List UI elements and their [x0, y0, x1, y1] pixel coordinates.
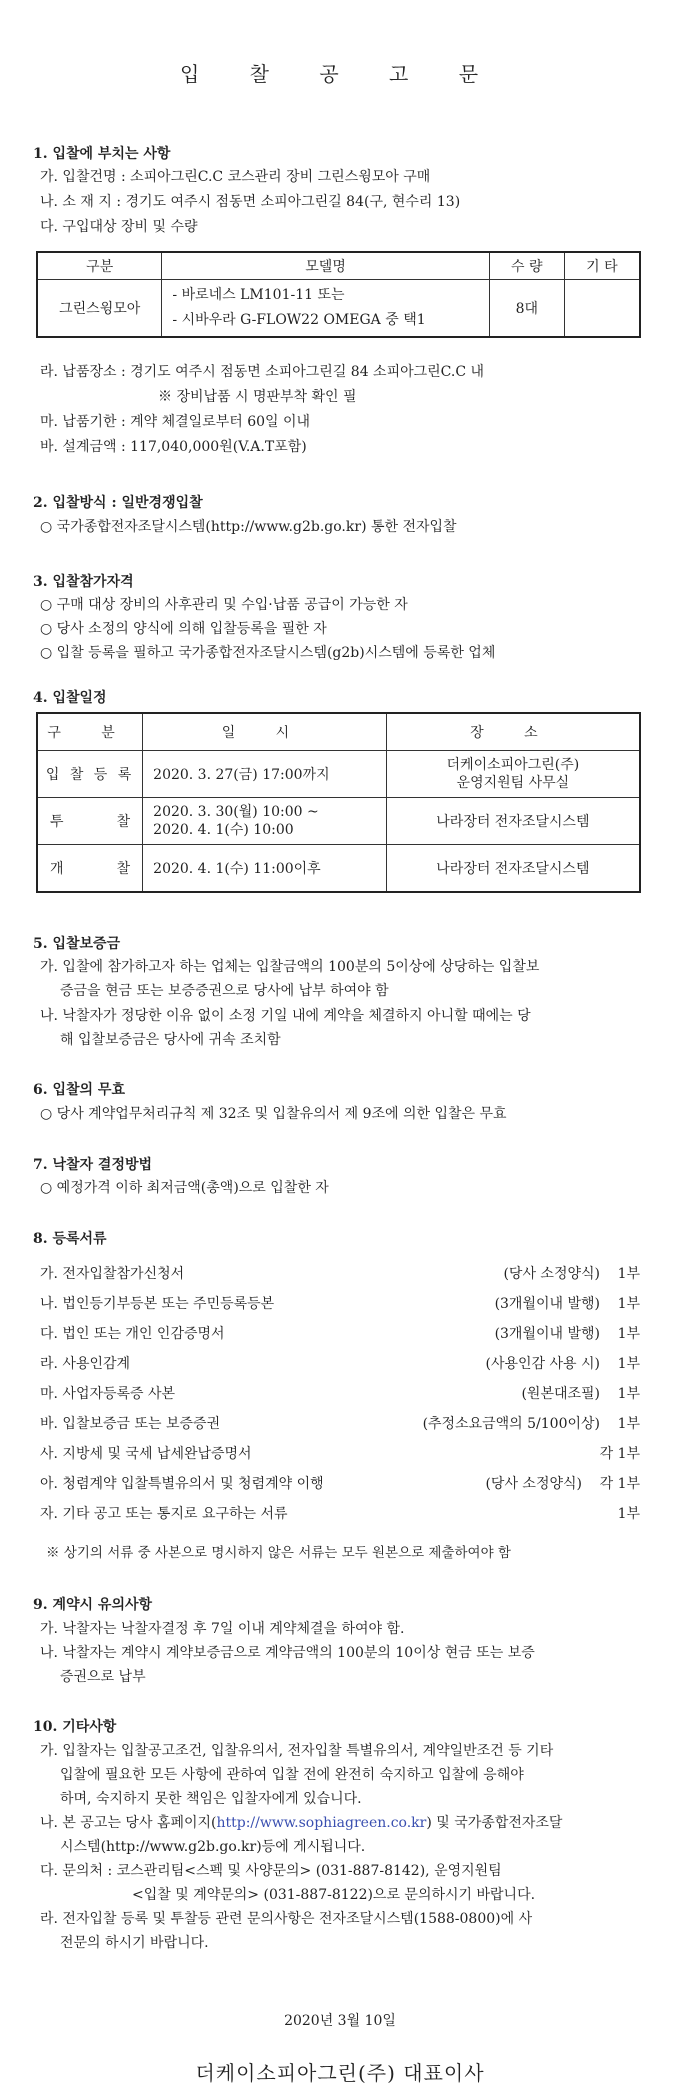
document-name: 사. 지방세 및 국세 납세완납증명서	[40, 1446, 252, 1462]
deposit-ga-line-2: 증금을 현금 또는 보증증권으로 당사에 납부 하여야 함	[60, 983, 389, 999]
schedule-label: 입 찰 등 록	[37, 751, 143, 798]
qualification-line-2: ○ 당사 소정의 양식에 의해 입찰등록을 필한 자	[40, 621, 327, 637]
section-8-heading: 8. 등록서류	[33, 1231, 107, 1247]
schedule-time	[143, 798, 387, 845]
documents-note: ※ 상기의 서류 중 사본으로 명시하지 않은 서류는 모두 원본으로 제출하여야 함	[46, 1545, 511, 1561]
schedule-table	[36, 712, 641, 893]
document-condition: (사용인감 사용 시)	[485, 1356, 600, 1372]
deposit-na-line-2: 해 입찰보증금은 당사에 귀속 조치함	[60, 1032, 281, 1048]
document-name: 마. 사업자등록증 사본	[40, 1386, 176, 1402]
winner-method-line: ○ 예정가격 이하 최저금액(총액)으로 입찰한 자	[40, 1180, 329, 1196]
contract-ga-line: 가. 낙찰자는 낙찰자결정 후 7일 이내 계약체결을 하여야 함.	[40, 1621, 405, 1637]
misc-na-line-1	[40, 1812, 562, 1832]
document-name: 나. 법인등기부등본 또는 주민등록등본	[40, 1296, 275, 1312]
item-ba-budget: 바. 설계금액 : 117,040,000원(V.A.T포함)	[40, 439, 307, 455]
cell-qty: 8대	[489, 280, 564, 338]
page-title: 입 찰 공 고 문	[179, 62, 501, 86]
misc-na-line-2: 시스템(http://www.g2b.go.kr)등에 게시됩니다.	[60, 1839, 366, 1855]
schedule-place	[386, 751, 640, 798]
schedule-header-place: 장 소	[386, 713, 640, 751]
document-condition: (3개월이내 발행)	[494, 1326, 600, 1342]
document-condition: (당사 소정양식)	[503, 1266, 600, 1282]
document-qty: 1부	[617, 1356, 640, 1372]
cell-etc	[564, 280, 640, 338]
delivery-note: ※ 장비납품 시 명판부착 확인 필	[158, 389, 357, 405]
section-7-heading: 7. 낙찰자 결정방법	[33, 1157, 153, 1173]
section-2-heading: 2. 입찰방식 : 일반경쟁입찰	[33, 495, 203, 511]
schedule-time	[143, 751, 387, 798]
notice-date: 2020년 3월 10일	[284, 2013, 396, 2029]
deposit-na-line-1: 나. 낙찰자가 정당한 이유 없이 소정 기일 내에 계약을 체결하지 아니할 때에는 당	[40, 1008, 531, 1024]
homepage-link[interactable]: http://www.sophiagreen.co.kr	[216, 1815, 427, 1831]
schedule-header-category: 구 분	[37, 713, 143, 751]
misc-ra-line-2: 전문의 하시기 바랍니다.	[60, 1935, 209, 1951]
document-name: 다. 법인 또는 개인 인감증명서	[40, 1326, 225, 1342]
signer-name: 더케이소피아그린(주) 대표이사	[195, 2061, 485, 2085]
item-ma-deadline: 마. 납품기한 : 계약 체결일로부터 60일 이내	[40, 414, 311, 430]
schedule-time-line: 2020. 3. 30(월) 10:00 ~	[153, 804, 319, 820]
misc-da-line-2: <입찰 및 계약문의> (031-887-8122)으로 문의하시기 바랍니다.	[132, 1887, 536, 1903]
contract-na-line-2: 증권으로 납부	[60, 1669, 146, 1685]
section-4-heading: 4. 입찰일정	[33, 690, 107, 706]
document-qty: 1부	[617, 1326, 640, 1342]
document-name: 아. 청렴계약 입찰특별유의서 및 청렴계약 이행	[40, 1476, 324, 1492]
misc-na-text: 나. 본 공고는 당사 홈페이지(	[40, 1815, 217, 1831]
document-condition: (원본대조필)	[521, 1386, 600, 1402]
section-10-heading: 10. 기타사항	[33, 1719, 117, 1735]
schedule-time-line: 2020. 3. 27(금) 17:00까지	[153, 767, 330, 783]
section-6-heading: 6. 입찰의 무효	[33, 1082, 125, 1098]
table-row	[37, 798, 640, 845]
document-condition: (3개월이내 발행)	[494, 1296, 600, 1312]
section-9-heading: 9. 계약시 유의사항	[33, 1597, 153, 1613]
document-qty: 각 1부	[599, 1476, 640, 1492]
document-name: 가. 전자입찰참가신청서	[40, 1266, 185, 1282]
document-qty: 1부	[617, 1266, 640, 1282]
item-na-location: 나. 소 재 지 : 경기도 여주시 점동면 소피아그린길 84(구, 현수리 13)	[40, 194, 461, 210]
misc-ra-line-1: 라. 전자입찰 등록 및 투찰등 관련 문의사항은 전자조달시스템(1588-0800)에 사	[40, 1911, 533, 1927]
model-option-1: - 바로네스 LM101-11 또는	[172, 287, 345, 303]
col-header-etc: 기 타	[564, 252, 640, 280]
document-qty: 각 1부	[599, 1446, 640, 1462]
schedule-label: 개 찰	[37, 845, 143, 893]
qualification-line-3: ○ 입찰 등록을 필하고 국가종합전자조달시스템(g2b)시스템에 등록한 업체	[40, 645, 496, 661]
document-name: 자. 기타 공고 또는 통지로 요구하는 서류	[40, 1506, 288, 1522]
schedule-label: 투 찰	[37, 798, 143, 845]
item-ga-subject: 가. 입찰건명 : 소피아그린C.C 코스관리 장비 그린스윙모아 구매	[40, 169, 431, 185]
document-qty: 1부	[617, 1296, 640, 1312]
contract-na-line-1: 나. 낙찰자는 계약시 계약보증금으로 계약금액의 100분의 10이상 현금 또는 보증	[40, 1645, 535, 1661]
qualification-line-1: ○ 구매 대상 장비의 사후관리 및 수입·납품 공급이 가능한 자	[40, 597, 408, 613]
schedule-place-line-2: 운영지원팀 사무실	[456, 775, 570, 791]
misc-ga-line-1: 가. 입찰자는 입찰공고조건, 입찰유의서, 전자입찰 특별유의서, 계약일반조건 등 기타	[40, 1743, 554, 1759]
misc-ga-line-2: 입찰에 필요한 모든 사항에 관하여 입찰 전에 완전히 숙지하고 입찰에 응해야	[60, 1767, 524, 1783]
item-da-equipment: 다. 구입대상 장비 및 수량	[40, 219, 198, 235]
deposit-ga-line-1: 가. 입찰에 참가하고자 하는 업체는 입찰금액의 100분의 5이상에 상당하는 입찰보	[40, 959, 540, 975]
document-qty: 1부	[617, 1386, 640, 1402]
misc-ga-line-3: 하며, 숙지하지 못한 책임은 입찰자에게 있습니다.	[60, 1791, 362, 1807]
section-3-heading: 3. 입찰참가자격	[33, 574, 134, 590]
col-header-category: 구분	[37, 252, 162, 280]
invalid-bid-line: ○ 당사 계약업무처리규칙 제 32조 및 입찰유의서 제 9조에 의한 입찰은 무효	[40, 1106, 507, 1122]
equipment-table	[36, 251, 641, 338]
misc-da-line-1: 다. 문의처 : 코스관리팀<스펙 및 사양문의> (031-887-8142), 운영지원팀	[40, 1863, 502, 1879]
document-name: 바. 입찰보증금 또는 보증증권	[40, 1416, 221, 1432]
schedule-time-line-2: 2020. 4. 1(수) 10:00	[153, 822, 294, 838]
table-row	[37, 845, 640, 893]
schedule-header-datetime: 일 시	[143, 713, 387, 751]
col-header-model: 모델명	[162, 252, 489, 280]
cell-model	[162, 280, 489, 338]
bidding-method-line: ○ 국가종합전자조달시스템(http://www.g2b.go.kr) 통한 전자입찰	[40, 519, 457, 535]
table-row	[37, 751, 640, 798]
document-qty: 1부	[617, 1416, 640, 1432]
document-condition: (당사 소정양식)	[485, 1476, 582, 1492]
item-ra-delivery: 라. 납품장소 : 경기도 여주시 점동면 소피아그린길 84 소피아그린C.C 내	[40, 364, 485, 380]
misc-na-text-2: ) 및 국가종합전자조달	[426, 1815, 563, 1831]
section-5-heading: 5. 입찰보증금	[33, 936, 121, 952]
document-qty: 1부	[617, 1506, 640, 1522]
schedule-place: 나라장터 전자조달시스템	[386, 798, 640, 845]
schedule-place: 나라장터 전자조달시스템	[386, 845, 640, 893]
section-1-heading: 1. 입찰에 부치는 사항	[33, 146, 171, 162]
schedule-time: 2020. 4. 1(수) 11:00이후	[143, 845, 387, 893]
col-header-qty: 수 량	[489, 252, 564, 280]
schedule-place-line: 더케이소피아그린(주)	[446, 757, 580, 773]
document-condition: (추정소요금액의 5/100이상)	[422, 1416, 600, 1432]
model-option-2: - 시바우라 G-FLOW22 OMEGA 중 택1	[172, 312, 426, 328]
cell-category: 그린스윙모아	[37, 280, 162, 338]
document-name: 라. 사용인감계	[40, 1356, 131, 1372]
